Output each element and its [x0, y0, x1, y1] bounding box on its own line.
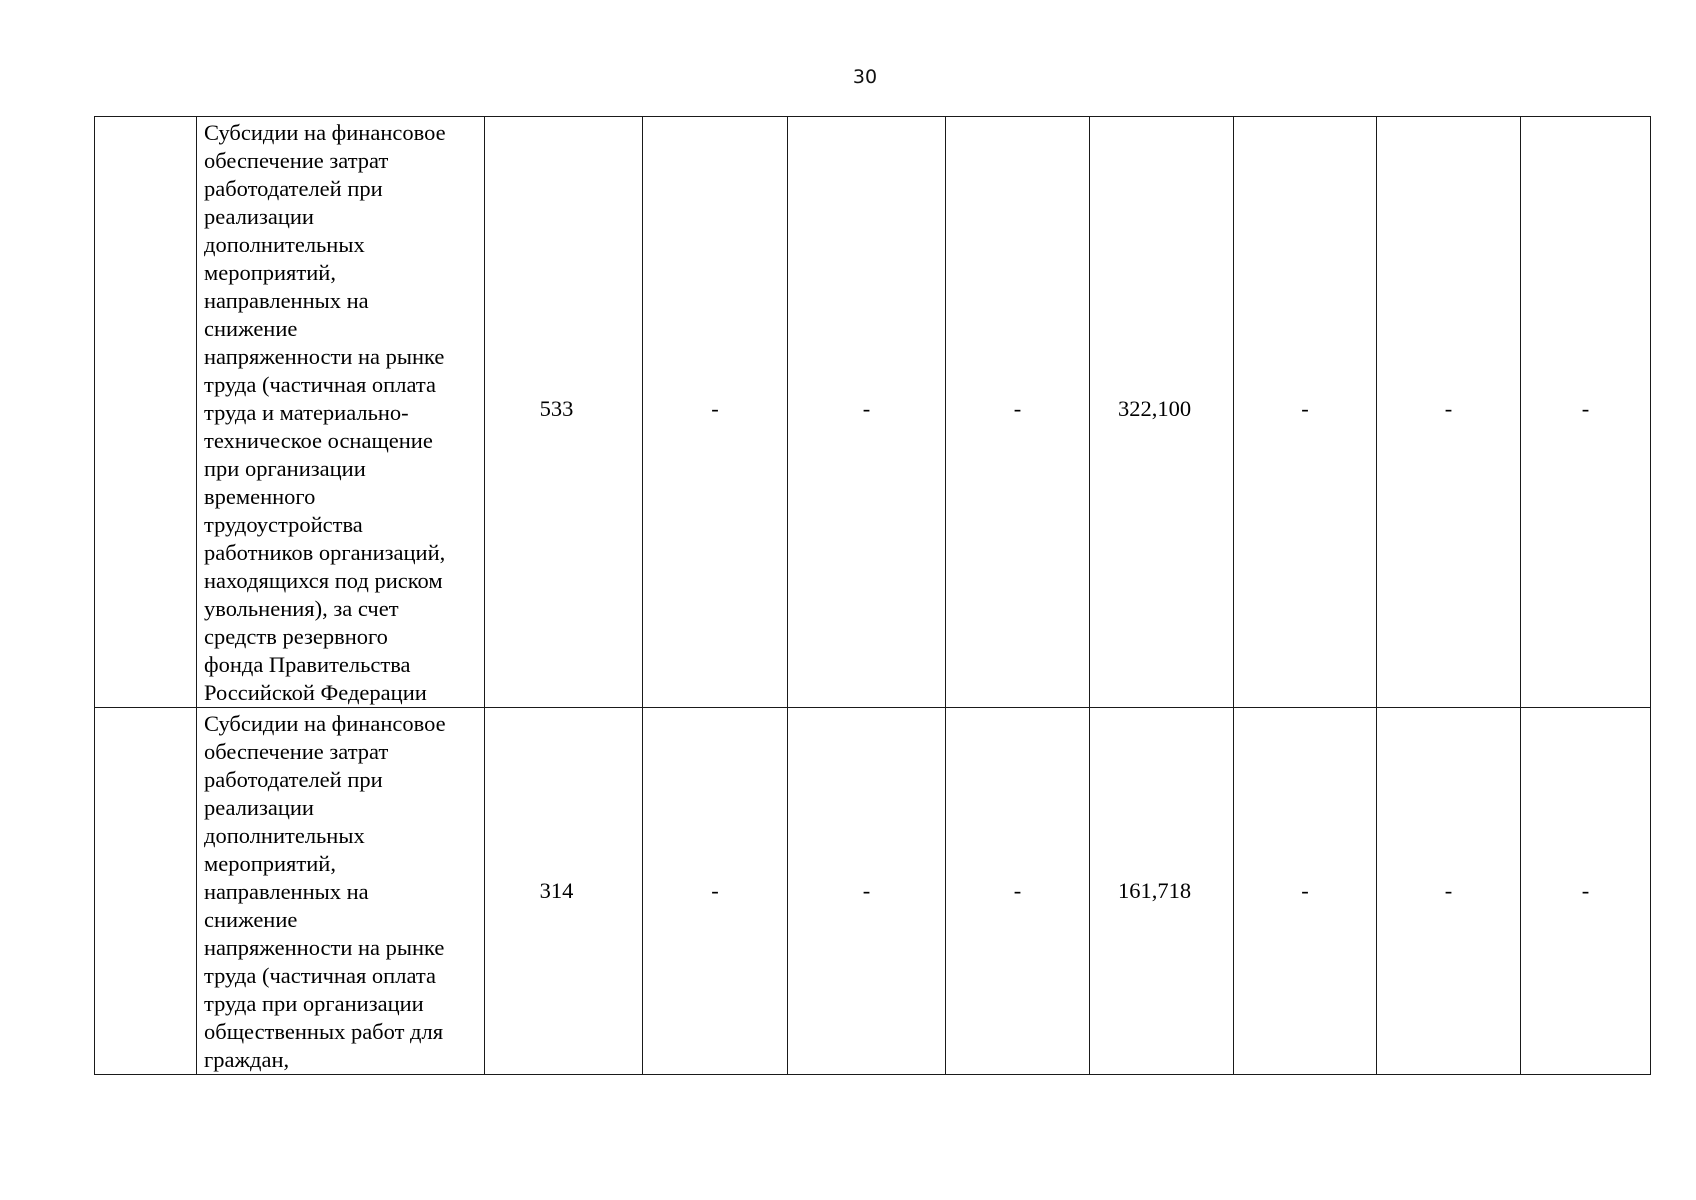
value-cell: 314	[485, 708, 643, 1075]
value-cell: -	[946, 117, 1090, 708]
table-row	[95, 708, 1651, 1075]
value-cell: 161,718	[1090, 708, 1234, 1075]
row-description-cell: Субсидии на финансовое обеспечение затрат работодателей при реализации дополнительных мероприятий, направленных на снижение напряженности на рынке труда (частичная оплата труда и материально- техническое оснащение при организации временного трудоустройства работников организаций, находящихся под риском увольнения), за счет средств резервного фонда Правительства Российской Федерации	[197, 117, 485, 708]
row-description-cell: Субсидии на финансовое обеспечение затрат работодателей при реализации дополнительных мероприятий, направленных на снижение напряженности на рынке труда (частичная оплата труда при организации общественных работ для граждан,	[197, 708, 485, 1075]
value-cell: -	[1377, 117, 1521, 708]
value-cell: 322,100	[1090, 117, 1234, 708]
value-cell: -	[1234, 117, 1377, 708]
value-cell: -	[643, 708, 788, 1075]
value-cell: -	[1521, 117, 1651, 708]
budget-table	[94, 116, 1651, 1075]
page-number: 30	[852, 66, 878, 88]
value-cell: -	[788, 117, 946, 708]
value-cell: -	[788, 708, 946, 1075]
value-cell: -	[946, 708, 1090, 1075]
row-index-cell	[95, 708, 197, 1075]
row-index-cell	[95, 117, 197, 708]
value-cell: -	[643, 117, 788, 708]
table-row	[95, 117, 1651, 708]
value-cell: -	[1377, 708, 1521, 1075]
value-cell: -	[1234, 708, 1377, 1075]
value-cell: 533	[485, 117, 643, 708]
value-cell: -	[1521, 708, 1651, 1075]
